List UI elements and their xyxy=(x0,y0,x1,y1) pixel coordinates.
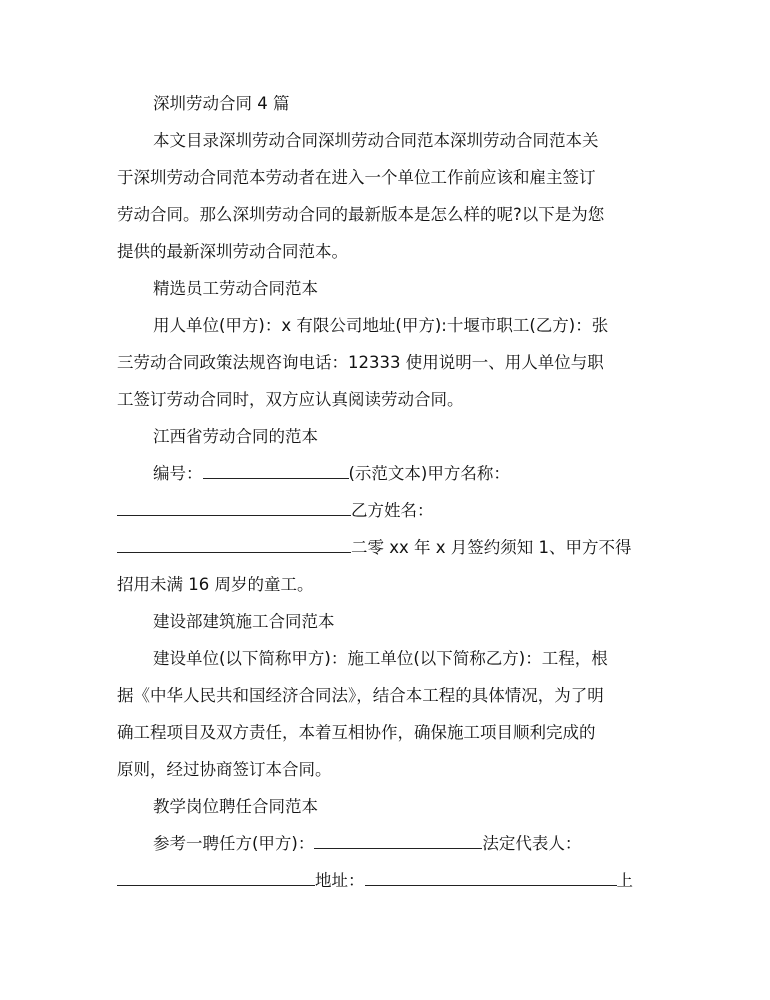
paragraph-line: 用人单位(甲方)：x 有限公司地址(甲方):十堰市职工(乙方)：张 xyxy=(153,316,609,335)
form-line xyxy=(117,535,632,561)
blank-field xyxy=(365,868,617,886)
blank-field xyxy=(314,831,482,849)
section-heading: 建设部建筑施工合同范本 xyxy=(153,612,335,631)
blank-field xyxy=(117,535,351,553)
form-label: 乙方姓名： xyxy=(351,501,434,520)
section-heading: 江西省劳动合同的范本 xyxy=(153,427,318,446)
paragraph-text: 上 xyxy=(616,871,633,890)
paragraph-line: 工签订劳动合同时，双方应认真阅读劳动合同。 xyxy=(117,390,464,409)
form-label: 法定代表人： xyxy=(482,834,582,853)
paragraph-line: 招用未满 16 周岁的童工。 xyxy=(117,575,314,594)
form-line xyxy=(153,461,510,487)
form-line xyxy=(117,498,434,524)
form-line xyxy=(117,868,633,894)
paragraph-text: 二零 xx 年 x 月签约须知 1、甲方不得 xyxy=(351,538,632,557)
form-label: (示范文本)甲方名称： xyxy=(348,464,510,483)
section-heading: 精选员工劳动合同范本 xyxy=(153,279,318,298)
paragraph-line: 提供的最新深圳劳动合同范本。 xyxy=(117,242,348,261)
paragraph-line: 三劳动合同政策法规咨询电话：12333 使用说明一、用人单位与职 xyxy=(117,353,604,372)
document-title: 深圳劳动合同 4 篇 xyxy=(153,94,290,113)
blank-field xyxy=(203,461,349,479)
section-heading: 教学岗位聘任合同范本 xyxy=(153,797,318,816)
form-label: 编号： xyxy=(153,464,203,483)
paragraph-line: 据《中华人民共和国经济合同法》，结合本工程的具体情况，为了明 xyxy=(117,686,604,705)
paragraph-line: 劳动合同。那么深圳劳动合同的最新版本是怎么样的呢?以下是为您 xyxy=(117,205,605,224)
paragraph-line: 原则，经过协商签订本合同。 xyxy=(117,760,332,779)
blank-field xyxy=(117,498,351,516)
blank-field xyxy=(117,868,315,886)
paragraph-line: 于深圳劳动合同范本劳动者在进入一个单位工作前应该和雇主签订 xyxy=(117,168,596,187)
form-label: 参考一聘任方(甲方)： xyxy=(153,834,315,853)
form-label: 地址： xyxy=(315,871,365,890)
paragraph-line: 本文目录深圳劳动合同深圳劳动合同范本深圳劳动合同范本关 xyxy=(153,131,599,150)
paragraph-line: 建设单位(以下简称甲方)：施工单位(以下简称乙方)：工程，根 xyxy=(153,649,608,668)
form-line xyxy=(153,831,581,857)
paragraph-line: 确工程项目及双方责任，本着互相协作，确保施工项目顺利完成的 xyxy=(117,723,596,742)
